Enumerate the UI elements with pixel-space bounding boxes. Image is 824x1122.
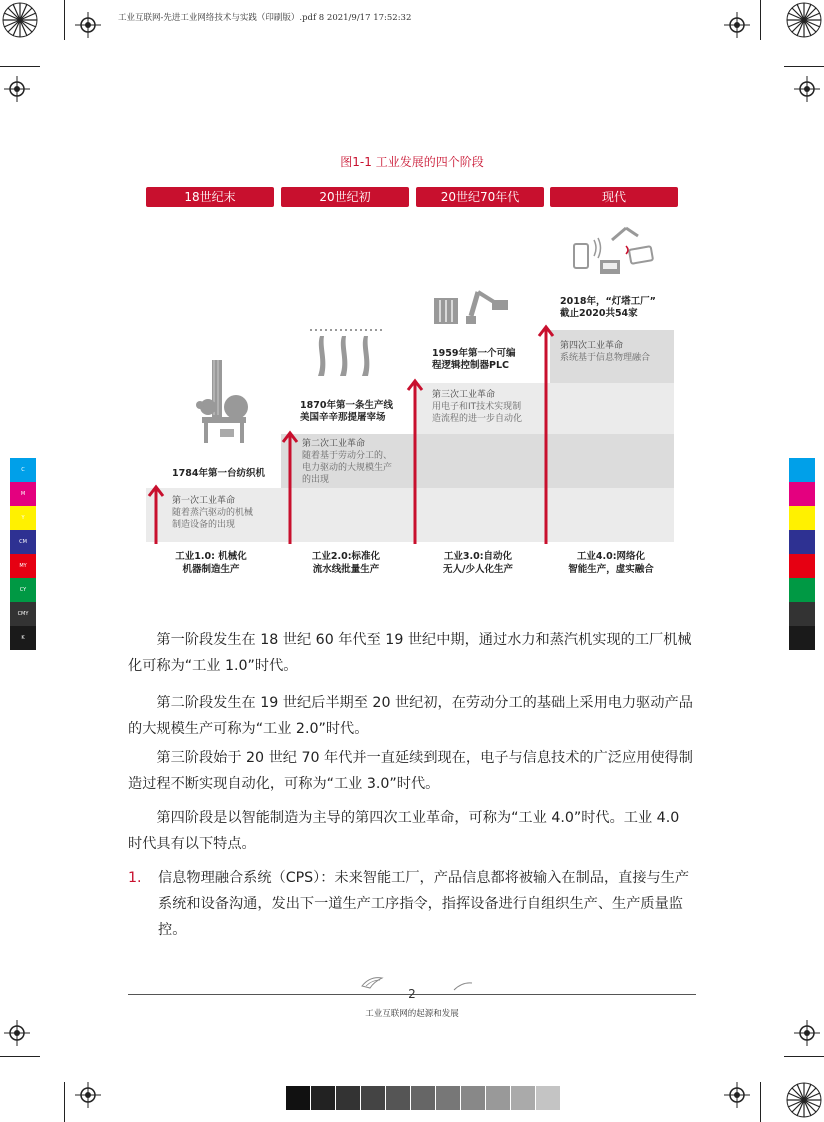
stage-label-line: 智能生产，虚实融合 <box>568 564 654 575</box>
paragraph-text: 第二阶段发生在 19 世纪后半期至 20 世纪初，在劳动分工的基础上采用电力驱动产品的大规模生产可称为“工业 2.0”时代。 <box>128 695 693 737</box>
era-label: 20世纪初 <box>281 187 409 207</box>
arrow-up-icon <box>146 484 166 544</box>
color-swatch: CM <box>10 530 36 554</box>
stage-desc-line: 系统基于信息物理融合 <box>560 353 651 363</box>
era-label: 现代 <box>550 187 678 207</box>
stage-title: 第三次工业革命 <box>432 390 496 400</box>
color-swatch <box>789 602 815 626</box>
color-swatch <box>789 506 815 530</box>
event-line: 截止2020共54家 <box>560 308 638 319</box>
body-paragraph <box>128 745 696 797</box>
figure-title: 图1-1 工业发展的四个阶段 <box>340 155 484 169</box>
gray-swatch <box>386 1086 410 1110</box>
spinning-machine-icon <box>190 355 256 447</box>
event-line: 程逻辑控制器PLC <box>432 360 509 371</box>
crop-mark <box>760 0 761 40</box>
color-bar-right <box>789 458 815 650</box>
stage-desc-line: 用电子和IT技术实现制 <box>432 402 522 412</box>
stage-title: 第四次工业革命 <box>560 341 624 351</box>
color-bar-left <box>10 458 36 650</box>
starburst-mark-icon <box>786 1082 822 1118</box>
arrow-up-icon <box>536 324 556 544</box>
gray-scale-strip <box>286 1086 561 1110</box>
chapter-title: 工业互联网的起源和发展 <box>365 1009 459 1019</box>
stage-title: 第二次工业革命 <box>302 439 366 449</box>
event-line: 美国辛辛那提屠宰场 <box>300 412 386 423</box>
crop-mark <box>784 66 824 67</box>
stage-desc-line: 随着蒸汽驱动的机械 <box>172 508 254 518</box>
gray-swatch <box>436 1086 460 1110</box>
gray-swatch <box>311 1086 335 1110</box>
paragraph-text: 第一阶段发生在 18 世纪 60 年代至 19 世纪中期，通过水力和蒸汽机实现的工厂机械化可称为“工业 1.0”时代。 <box>128 632 692 674</box>
stage-desc <box>172 507 253 531</box>
color-swatch <box>789 626 815 650</box>
hanging-carcass-icon <box>308 326 384 384</box>
color-swatch <box>789 578 815 602</box>
era-label: 20世纪70年代 <box>416 187 544 207</box>
stage-label-line: 流水线批量生产 <box>312 564 380 575</box>
crop-mark <box>0 66 40 67</box>
stage-desc-line: 造流程的进一步自动化 <box>432 414 523 424</box>
stage-desc-line: 制造设备的出现 <box>172 520 236 530</box>
gray-swatch <box>511 1086 535 1110</box>
gray-swatch <box>536 1086 560 1110</box>
stage-label <box>546 550 676 576</box>
gray-swatch <box>336 1086 360 1110</box>
starburst-mark-icon <box>786 2 822 38</box>
color-swatch: Y <box>10 506 36 530</box>
stage-desc <box>432 401 522 425</box>
registration-mark-icon <box>724 12 750 38</box>
registration-mark-icon <box>4 76 30 102</box>
stage-desc-line: 随着基于劳动分工的、 <box>302 451 393 461</box>
registration-mark-icon <box>75 1082 101 1108</box>
event-label <box>432 348 515 372</box>
registration-mark-icon <box>75 12 101 38</box>
color-swatch <box>789 554 815 578</box>
color-swatch: M <box>10 482 36 506</box>
stage-title: 第一次工业革命 <box>172 496 236 506</box>
event-label: 1784年第一台纺织机 <box>172 468 265 479</box>
stage-desc <box>560 352 650 364</box>
robot-arm-icon <box>432 282 512 326</box>
event-line: 2018年，“灯塔工厂” <box>560 296 656 307</box>
stage-label-line: 无人/少人化生产 <box>443 564 513 575</box>
gray-swatch <box>361 1086 385 1110</box>
stage-label-line: 工业2.0:标准化 <box>311 551 381 562</box>
color-swatch <box>789 530 815 554</box>
color-swatch: CMY <box>10 602 36 626</box>
list-item: 信息物理融合系统（CPS）：未来智能工厂，产品信息都将被输入在制品，直接与生产系统和设备沟通，发出下一道生产工序指令，指挥设备进行自组织生产、生产质量监控。 <box>158 870 690 938</box>
paragraph-text: 第四阶段是以智能制造为主导的第四次工业革命，可称为“工业 4.0”时代。工业 4.0 时代具有以下特点。 <box>128 810 680 852</box>
stage-label-line: 工业1.0: 机械化 <box>175 551 247 562</box>
stage-desc-line: 的出现 <box>302 475 330 485</box>
stage-label-line: 工业3.0:自动化 <box>443 551 513 562</box>
registration-mark-icon <box>794 76 820 102</box>
crop-mark <box>64 0 65 40</box>
print-info: 工业互联网-先进工业网络技术与实践（印刷版）.pdf 8 2021/9/17 17:52:32 <box>118 13 412 23</box>
registration-mark-icon <box>4 1020 30 1046</box>
gray-swatch <box>461 1086 485 1110</box>
event-label <box>560 296 656 320</box>
color-swatch <box>789 458 815 482</box>
color-swatch: CY <box>10 578 36 602</box>
color-swatch: C <box>10 458 36 482</box>
stage-label <box>146 550 276 576</box>
body-paragraph <box>128 627 696 679</box>
crop-mark <box>760 1082 761 1122</box>
color-swatch: MY <box>10 554 36 578</box>
event-line: 1959年第一个可编 <box>432 348 516 359</box>
arrow-up-icon <box>405 378 425 544</box>
registration-mark-icon <box>794 1020 820 1046</box>
stage-label-line: 机器制造生产 <box>182 564 240 575</box>
color-swatch: K <box>10 626 36 650</box>
gray-swatch <box>411 1086 435 1110</box>
event-line: 1870年第一条生产线 <box>300 400 393 411</box>
starburst-mark-icon <box>2 2 38 38</box>
stage-label-line: 工业4.0:网络化 <box>576 551 646 562</box>
gray-swatch <box>286 1086 310 1110</box>
registration-mark-icon <box>724 1082 750 1108</box>
body-paragraph <box>128 690 696 742</box>
event-label <box>300 400 393 424</box>
smart-devices-icon <box>572 220 658 278</box>
crop-mark <box>0 1056 40 1057</box>
arrow-up-icon <box>280 430 300 544</box>
stage-label <box>281 550 411 576</box>
stage-desc-line: 电力驱动的大规模生产 <box>302 463 393 473</box>
crop-mark <box>784 1056 824 1057</box>
list-number: 1. <box>128 870 142 886</box>
gray-swatch <box>486 1086 510 1110</box>
crop-mark <box>64 1082 65 1122</box>
paragraph-text: 第三阶段始于 20 世纪 70 年代并一直延续到现在，电子与信息技术的广泛应用使得制造过程不断实现自动化，可称为“工业 3.0”时代。 <box>128 750 693 792</box>
color-swatch <box>789 482 815 506</box>
page-number: 2 <box>408 987 416 1001</box>
body-paragraph <box>128 805 696 857</box>
era-label: 18世纪末 <box>146 187 274 207</box>
stage-label <box>413 550 543 576</box>
stage-desc <box>302 450 392 486</box>
